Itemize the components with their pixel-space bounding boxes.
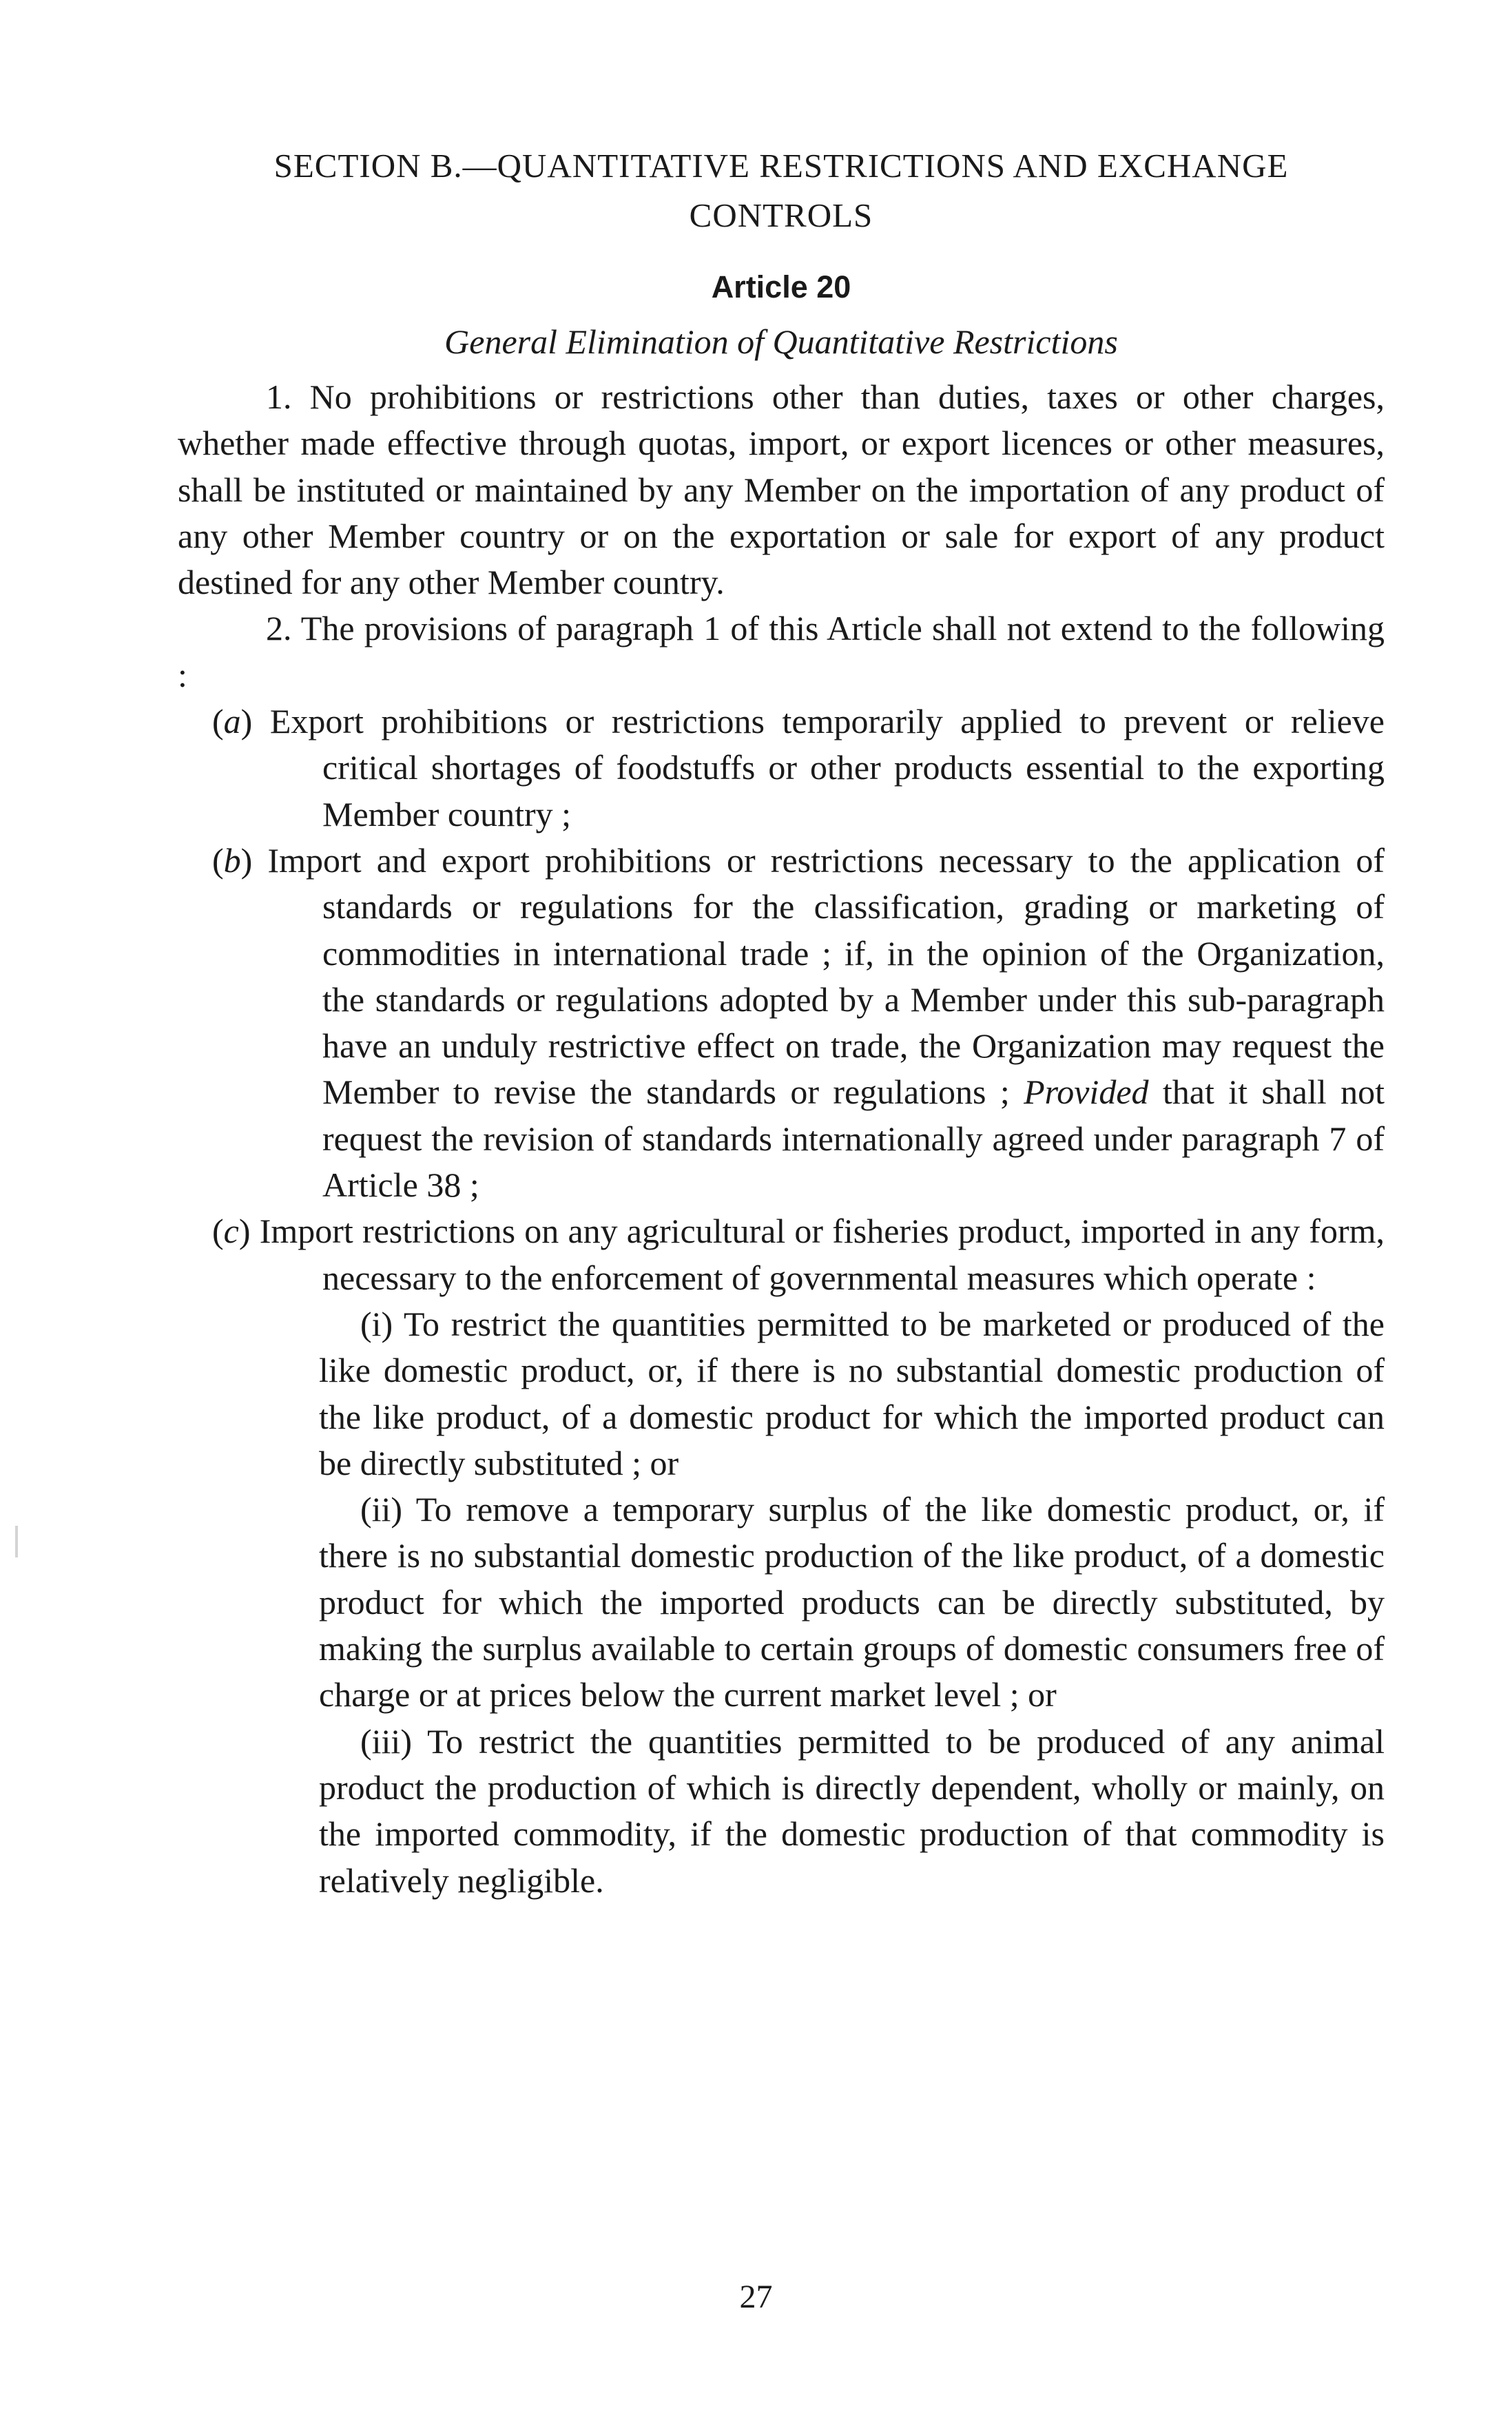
item-c [178,1208,1385,1301]
subitem-iii: (iii) To restrict the quantities permitted to be produced of any animal product the production of which is directly dependent, wholly or mainly, on the imported commodity, if the domestic production of that commodity is relatively negligible. [319,1721,1385,1900]
item-b-proviso: Provided [1024,1073,1149,1112]
subitem-i: (i) To restrict the quantities permitted to be marketed or produced of the like domestic product, or, if there is no substantial domestic production of the like product, of a domestic product for which the imported product can be directly substituted ; or [319,1304,1385,1482]
item-b-label: (b) [212,840,253,880]
section-title-line-1: SECTION B.—QUANTITATIVE RESTRICTIONS AND EXCHANGE [273,147,1289,185]
document-page [178,141,1385,1904]
section-title [178,141,1385,240]
item-a-text: Export prohibitions or restrictions temporarily applied to prevent or relieve critical shortages of foodstuffs or other products essential to the exporting Member country ; [269,702,1385,833]
item-c-label: (c) [212,1212,251,1251]
page-number: 27 [739,2279,773,2315]
paragraph-1: 1. No prohibitions or restrictions other than duties, taxes or other charges, whether made effective through quotas, import, or export licences or other measures, shall be instituted or maintained by any Member on the importation of any product of any other Member country or on the exportation or sale for export of any product destined for any other Member country. [178,377,1385,602]
paragraph-2: 2. The provisions of paragraph 1 of this Article shall not extend to the following : [178,609,1385,694]
item-b-proviso-text: that it shall not request the revision of standards internationally agreed under paragraph 7 of Article 38 ; [322,1073,1385,1205]
scan-margin-mark [15,1526,18,1557]
item-c-text: Import restrictions on any agricultural or fisheries product, imported in any form, necessary to the enforcement of governmental measures which operate : [259,1212,1385,1297]
item-b-text: Import and export prohibitions or restrictions necessary to the application of standards or regulations for the classification, grading or marketing of commodities in international trade ; if, in the opinion of the Organization, the standards or regulations adopted by a Member under this sub-paragraph have an unduly restrictive effect on trade, the Organization may request the Member to revise the standards or regulations ; [267,840,1385,1112]
section-title-line-2: CONTROLS [689,196,873,234]
item-a-label: (a) [212,702,253,741]
article-heading: Article 20 [711,269,851,304]
article-subtitle: General Elimination of Quantitative Restrictions [444,322,1118,361]
item-a [178,698,1385,838]
item-b [178,838,1385,1208]
subitem-ii: (ii) To remove a temporary surplus of the like domestic product, or, if there is no substantial domestic production of the like product, of a domestic product for which the imported products can be directly substituted, by making the surplus available to certain groups of domestic consumers free of charge or at prices below the current market level ; or [319,1490,1385,1714]
